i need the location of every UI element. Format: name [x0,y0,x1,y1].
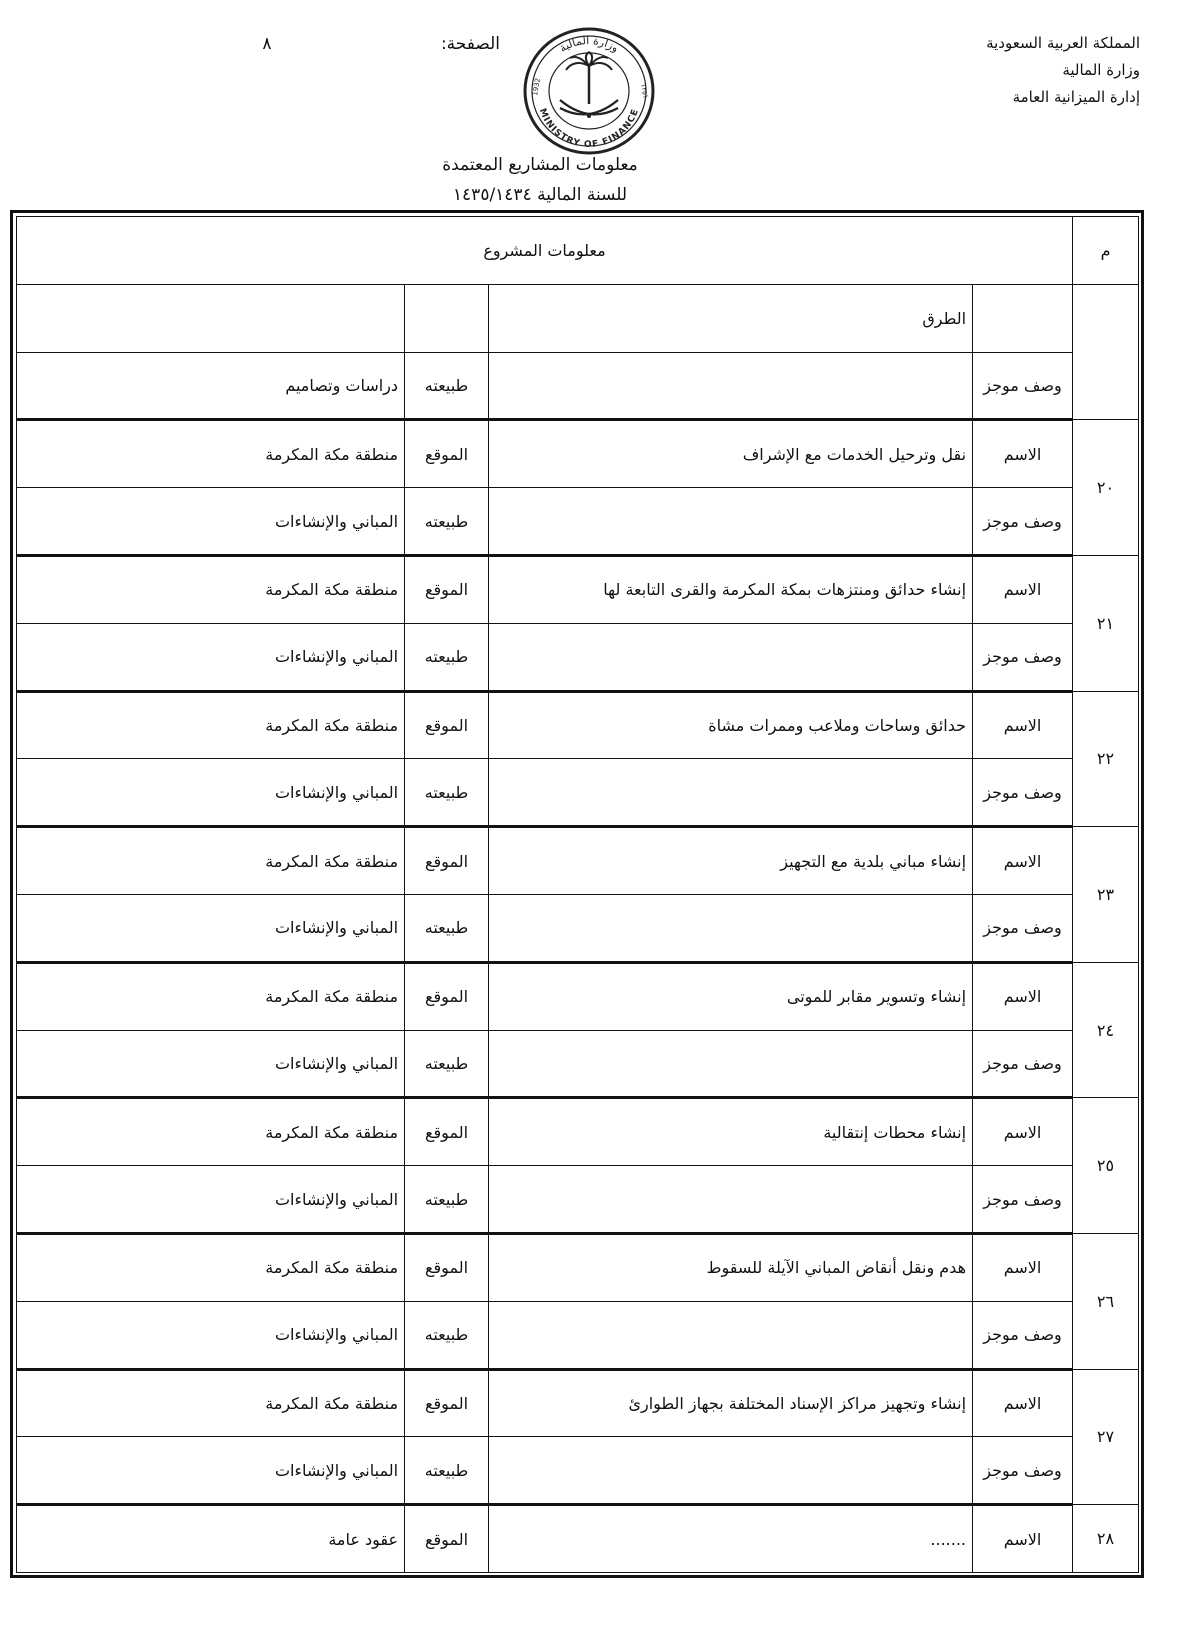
table-row [17,284,1139,352]
label-location: الموقع [405,555,489,623]
project-location: منطقة مكة المكرمة [17,1098,405,1166]
project-name: إنشاء حدائق ومنتزهات بمكة المكرمة والقرى التابعة لها [489,555,973,623]
project-nature: المباني والإنشاءات [17,894,405,962]
table-row [17,894,1139,962]
cell-empty [489,1166,973,1234]
project-name: إنشاء مباني بلدية مع التجهيز [489,827,973,895]
header-org-block [880,30,1140,111]
title-line-1: معلومات المشاريع المعتمدة [442,155,638,175]
table-header-row [17,217,1139,285]
label-location: الموقع [405,962,489,1030]
project-nature: المباني والإنشاءات [17,1301,405,1369]
project-name: إنشاء محطات إنتقالية [489,1098,973,1166]
page-number: ٨ [262,34,272,54]
project-number: ٢٤ [1073,962,1139,1098]
label-description: وصف موجز [973,623,1073,691]
kingdom-name: المملكة العربية السعودية [986,34,1140,52]
project-nature: المباني والإنشاءات [17,1030,405,1098]
cell-empty [489,623,973,691]
table-row [17,555,1139,623]
table-row [17,962,1139,1030]
label-nature: طبيعته [405,759,489,827]
project-name: نقل وترحيل الخدمات مع الإشراف [489,420,973,488]
table-row [17,1505,1139,1573]
label-name: الاسم [973,555,1073,623]
cell-description-value: الطرق [489,284,973,352]
label-location: الموقع [405,420,489,488]
label-location: الموقع [405,1233,489,1301]
cell-empty [17,284,405,352]
label-description: وصف موجز [973,352,1073,420]
label-name: الاسم [973,1505,1073,1573]
project-location: منطقة مكة المكرمة [17,827,405,895]
document-title [350,150,730,210]
project-nature: المباني والإنشاءات [17,1437,405,1505]
cell-empty [489,352,973,420]
project-location: منطقة مكة المكرمة [17,420,405,488]
project-location: منطقة مكة المكرمة [17,1233,405,1301]
label-description: وصف موجز [973,488,1073,556]
label-description: وصف موجز [973,1301,1073,1369]
ministry-seal-logo [520,24,658,158]
label-description: وصف موجز [973,1166,1073,1234]
projects-table [16,216,1139,1573]
seal-year-right: ١٣٥١ [639,82,650,100]
table-row [17,759,1139,827]
table-row [17,1369,1139,1437]
cell-label-empty [973,284,1073,352]
project-location: منطقة مكة المكرمة [17,691,405,759]
label-name: الاسم [973,1369,1073,1437]
table-row [17,1233,1139,1301]
header-project-info: معلومات المشروع [17,217,1073,285]
label-location: الموقع [405,1098,489,1166]
label-nature: طبيعته [405,623,489,691]
cell-empty [489,1030,973,1098]
label-description: وصف موجز [973,1030,1073,1098]
title-line-2: للسنة المالية ١٤٣٥/١٤٣٤ [452,185,628,205]
project-location: منطقة مكة المكرمة [17,555,405,623]
label-nature: طبيعته [405,1166,489,1234]
project-nature: المباني والإنشاءات [17,623,405,691]
table-row [17,691,1139,759]
label-location: الموقع [405,827,489,895]
seal-text-bottom: MINISTRY OF FINANCE [536,107,642,151]
project-nature: المباني والإنشاءات [17,1166,405,1234]
cell-empty [489,759,973,827]
label-description: وصف موجز [973,894,1073,962]
label-location: الموقع [405,1505,489,1573]
project-name: حدائق وساحات وملاعب وممرات مشاة [489,691,973,759]
label-name: الاسم [973,827,1073,895]
project-name: إنشاء وتجهيز مراكز الإسناد المختلفة بجهاز الطوارئ [489,1369,973,1437]
cell-empty [405,284,489,352]
cell-nature-value: دراسات وتصاميم [17,352,405,420]
project-number: ٢٢ [1073,691,1139,827]
project-nature: المباني والإنشاءات [17,488,405,556]
label-description: وصف موجز [973,759,1073,827]
table-row [17,352,1139,420]
table-row [17,1301,1139,1369]
project-number: ٢١ [1073,555,1139,691]
project-number: ٢٥ [1073,1098,1139,1234]
label-nature: طبيعته [405,488,489,556]
project-number: ٢٣ [1073,827,1139,963]
project-number: ٢٨ [1073,1505,1139,1573]
table-row [17,488,1139,556]
project-name: ....... [489,1505,973,1573]
cell-empty [489,1301,973,1369]
table-row [17,827,1139,895]
label-name: الاسم [973,1233,1073,1301]
table-row [17,1098,1139,1166]
label-nature: طبيعته [405,352,489,420]
label-name: الاسم [973,691,1073,759]
label-name: الاسم [973,1098,1073,1166]
table-row [17,420,1139,488]
department-name: إدارة الميزانية العامة [1012,88,1140,106]
project-name: هدم ونقل أنقاض المباني الآيلة للسقوط [489,1233,973,1301]
label-name: الاسم [973,420,1073,488]
header-num: م [1073,217,1139,285]
seal-text-top: وزارة المالية [556,33,622,55]
table-row [17,1166,1139,1234]
project-location: عقود عامة [17,1505,405,1573]
cell-num-empty [1073,284,1139,420]
project-number: ٢٧ [1073,1369,1139,1505]
projects-table-frame [10,210,1144,1578]
cell-empty [489,488,973,556]
seal-year-left: 1932 [531,77,543,97]
project-name: إنشاء وتسوير مقابر للموتى [489,962,973,1030]
svg-text:وزارة المالية [557,34,621,55]
label-nature: طبيعته [405,1437,489,1505]
project-number: ٢٦ [1073,1233,1139,1369]
label-name: الاسم [973,962,1073,1030]
project-location: منطقة مكة المكرمة [17,1369,405,1437]
project-location: منطقة مكة المكرمة [17,962,405,1030]
page-label: الصفحة: [440,34,500,54]
ministry-name: وزارة المالية [1062,61,1140,79]
project-number: ٢٠ [1073,420,1139,556]
label-location: الموقع [405,1369,489,1437]
label-nature: طبيعته [405,1030,489,1098]
table-row [17,623,1139,691]
cell-empty [489,1437,973,1505]
label-nature: طبيعته [405,894,489,962]
table-row [17,1437,1139,1505]
table-row [17,1030,1139,1098]
label-location: الموقع [405,691,489,759]
label-description: وصف موجز [973,1437,1073,1505]
project-nature: المباني والإنشاءات [17,759,405,827]
label-nature: طبيعته [405,1301,489,1369]
cell-empty [489,894,973,962]
